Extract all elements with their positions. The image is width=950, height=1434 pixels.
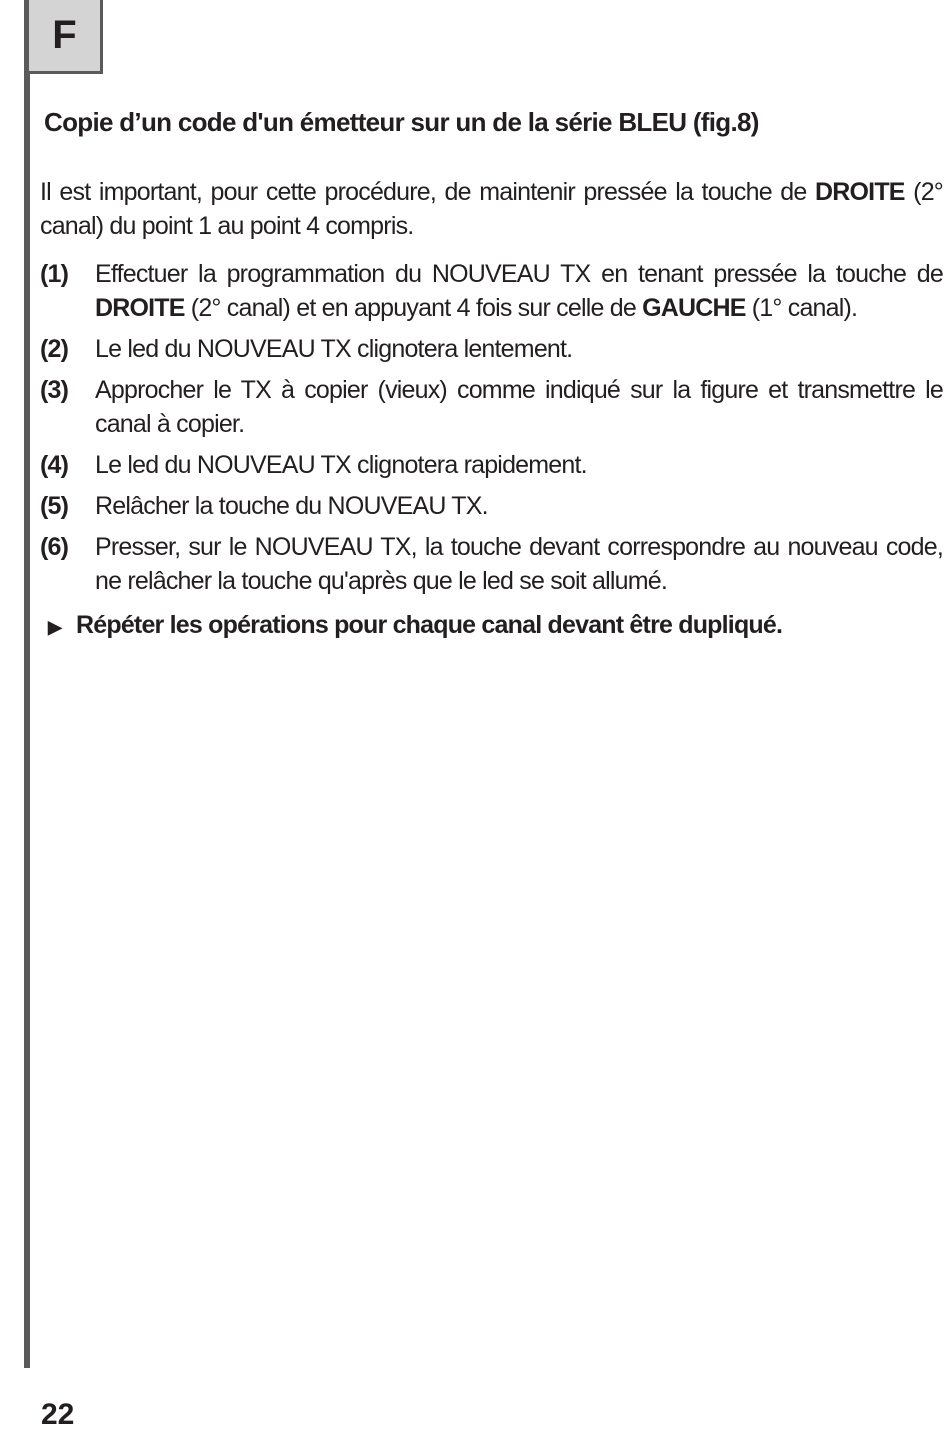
intro-emphasis: DROITE	[815, 178, 905, 206]
step-number: (6)	[40, 533, 69, 561]
step-item	[40, 373, 943, 441]
step-number: (3)	[40, 376, 69, 404]
page-number: 22	[41, 1398, 75, 1431]
step-number: (5)	[40, 492, 69, 520]
repeat-note	[40, 608, 943, 644]
step-number: (1)	[40, 260, 69, 288]
steps-list	[40, 257, 943, 598]
intro-text-end: (2° canal) du point 1 au point 4 compris.	[40, 178, 943, 240]
step-item	[40, 448, 943, 482]
step-text: Relâcher la touche du NOUVEAU TX.	[95, 492, 488, 520]
step-item	[40, 257, 943, 325]
repeat-note-text: Répéter les opérations pour chaque canal devant être dupliqué.	[76, 611, 783, 639]
intro-paragraph	[40, 175, 943, 243]
step-text: Approcher le TX à copier (vieux) comme indiqué sur la figure et transmettre le canal à copier.	[95, 376, 943, 438]
step-text-part: (2° canal) et en appuyant 4 fois sur celle de	[184, 294, 643, 322]
step-text: Le led du NOUVEAU TX clignotera lentement.	[95, 335, 573, 363]
section-title: Copie d’un code d'un émetteur sur un de la série BLEU (fig.8)	[44, 107, 759, 137]
step-number: (2)	[40, 335, 69, 363]
step-item	[40, 530, 943, 598]
step-text-part: (1° canal).	[745, 294, 858, 322]
triangle-right-icon: ▶	[48, 617, 62, 637]
side-rule	[24, 0, 30, 1368]
step-text: Presser, sur le NOUVEAU TX, la touche devant correspondre au nouveau code, ne relâcher la touche qu'après que le led se soit allumé.	[95, 533, 943, 595]
intro-text: Il est important, pour cette procédure, de maintenir pressée la touche de	[40, 178, 816, 206]
language-badge: F	[29, 0, 103, 74]
step-emphasis: DROITE	[95, 294, 185, 322]
step-item	[40, 489, 943, 523]
step-text-part: Effectuer la programmation du NOUVEAU TX en tenant pressée la touche de	[95, 260, 943, 288]
step-item	[40, 332, 943, 366]
step-text: Le led du NOUVEAU TX clignotera rapidement.	[95, 451, 587, 479]
page-content	[40, 105, 943, 644]
step-number: (4)	[40, 451, 69, 479]
step-text	[95, 257, 943, 325]
step-emphasis: GAUCHE	[642, 294, 746, 322]
